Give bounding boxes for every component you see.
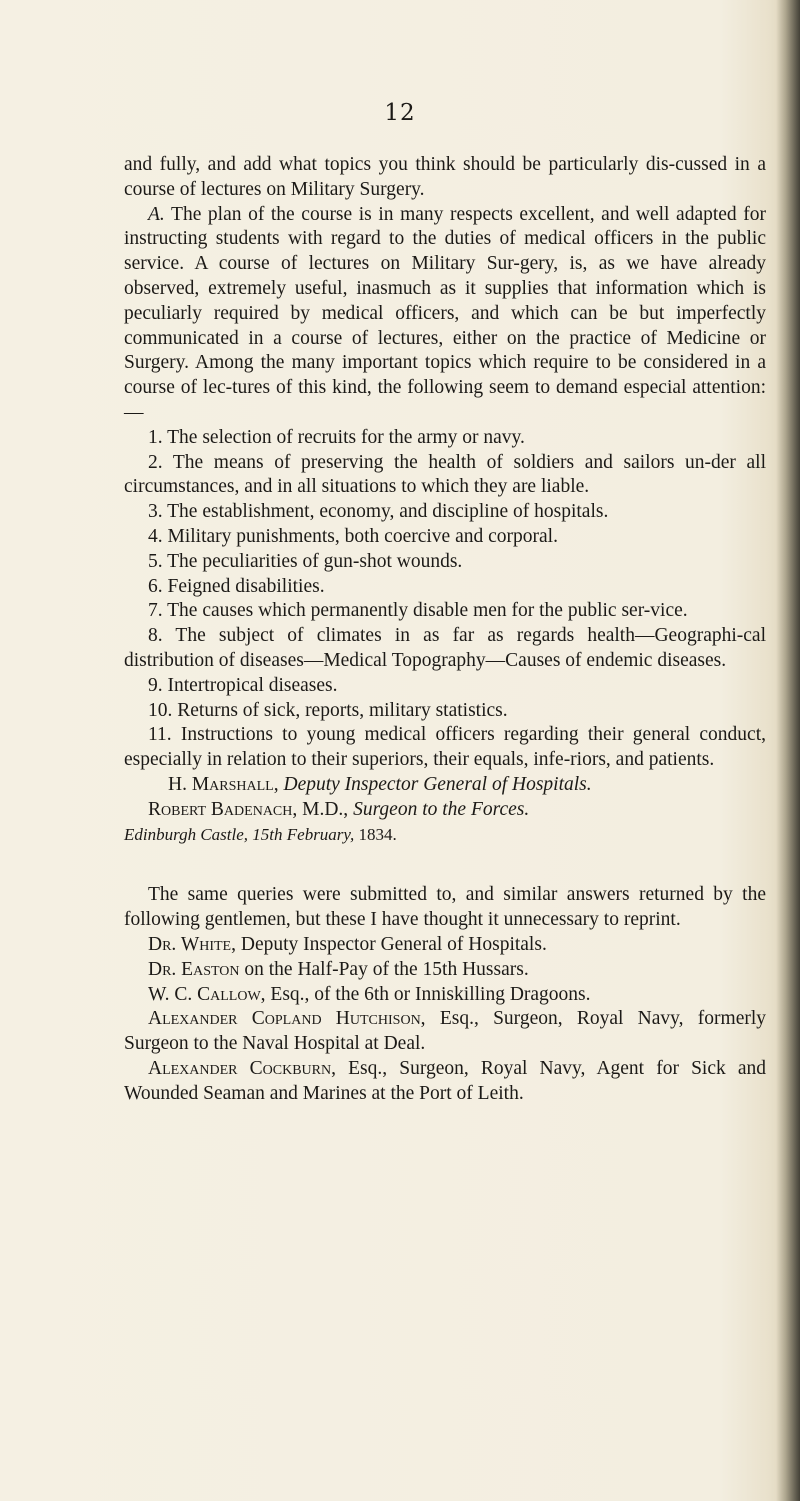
page-body [124,153,766,1106]
section-gap [124,847,766,883]
gentleman-name: Dr. Easton [148,958,240,980]
gentleman-name: Alexander Cockburn, [148,1057,336,1079]
gentleman-desc: Esq., Surgeon, Royal Navy, Agent for Sick and Wounded Seaman and Marines at the Port of Leith. [124,1057,767,1104]
topic-item: 1. The selection of recruits for the army or navy. [148,426,525,448]
topic-item: 9. Intertropical diseases. [148,674,338,696]
gentleman-desc: on the Half-Pay of the 15th Hussars. [244,958,529,980]
gentleman-desc: Deputy Inspector General of Hospitals. [240,933,547,955]
gentleman-desc: Esq., of the 6th or Inniskilling Dragoons. [270,983,591,1005]
gentleman-desc: Esq., Surgeon, Royal Navy, formerly Surgeon to the Naval Hospital at Deal. [124,1008,767,1055]
topic-item: 11. Instructions to young medical officers regarding their general conduct, especially in relation to their superiors, their equals, infe-riors, and patients. [124,724,766,771]
gentleman-name: Alexander Copland Hutchison, [148,1008,426,1030]
signatory-degree: M.D., [302,798,349,820]
topic-item: 2. The means of preserving the health of soldiers and sailors un-der all circumstances, and in all situations to which they are liable. [124,451,766,498]
answer-paragraph [124,203,766,426]
signatory-title: Deputy Inspector General of Hospitals. [283,773,592,795]
topic-item: 8. The subject of climates in as far as regards health—Geographi-cal distribution of diseases—Medical Topography—Causes of endemic diseases. [124,625,766,671]
gentleman-entry [124,933,766,958]
topic-item: 7. The causes which permanently disable men for the public ser-vice. [148,600,688,622]
signatory-name: Robert Badenach, [148,798,298,820]
gentleman-name: Dr. White, [148,933,236,955]
closing-paragraph: The same queries were submitted to, and similar answers returned by the following gentlemen, but these I have thought it unnecessary to reprint. [124,884,766,931]
topic-item: 3. The establishment, economy, and discipline of hospitals. [148,501,609,523]
intro-paragraph: and fully, and add what topics you think should be particularly dis-cussed in a course of lectures on Military Surgery. [124,154,766,200]
gentleman-entry [124,1057,766,1107]
gentleman-entry [124,983,766,1008]
gentleman-entry [124,1007,766,1057]
gentleman-name: W. C. Callow, [148,983,266,1005]
signatory-name: H. Marshall, [168,773,279,795]
topic-item: 10. Returns of sick, reports, military statistics. [148,699,508,721]
topic-item: 5. The peculiarities of gun-shot wounds. [148,550,463,572]
signatory-marshall [124,773,766,798]
signatory-badenach [124,798,766,823]
dateline [124,823,766,848]
answer-label: A. [148,203,165,225]
page-number: 12 [384,100,416,126]
dateline-year: 1834. [358,824,397,844]
answer-text: The plan of the course is in many respects excellent, and well adapted for instructing students with regard to the duties of medical officers in the public service. A course of lectures on Military Sur-gery, is, as we have already observed, extremely useful, inasmuch as it supplies that information which is peculiarly required by medical officers, and which can be but imperfectly communicated in a course of lectures, either on the practice of Medicine or Surgery. Among the many important topics which require to be considered in a course of lec-tures of this kind, the following seem to demand especial attention:— [124,203,766,423]
dateline-place: Edinburgh Castle, 15th February, [124,824,355,844]
signatory-title: Surgeon to the Forces. [353,798,530,820]
topic-item: 4. Military punishments, both coercive and corporal. [148,525,558,547]
gentleman-entry [124,958,766,983]
page-edge-shadow [776,0,800,1501]
topic-item: 6. Feigned disabilities. [148,575,325,597]
